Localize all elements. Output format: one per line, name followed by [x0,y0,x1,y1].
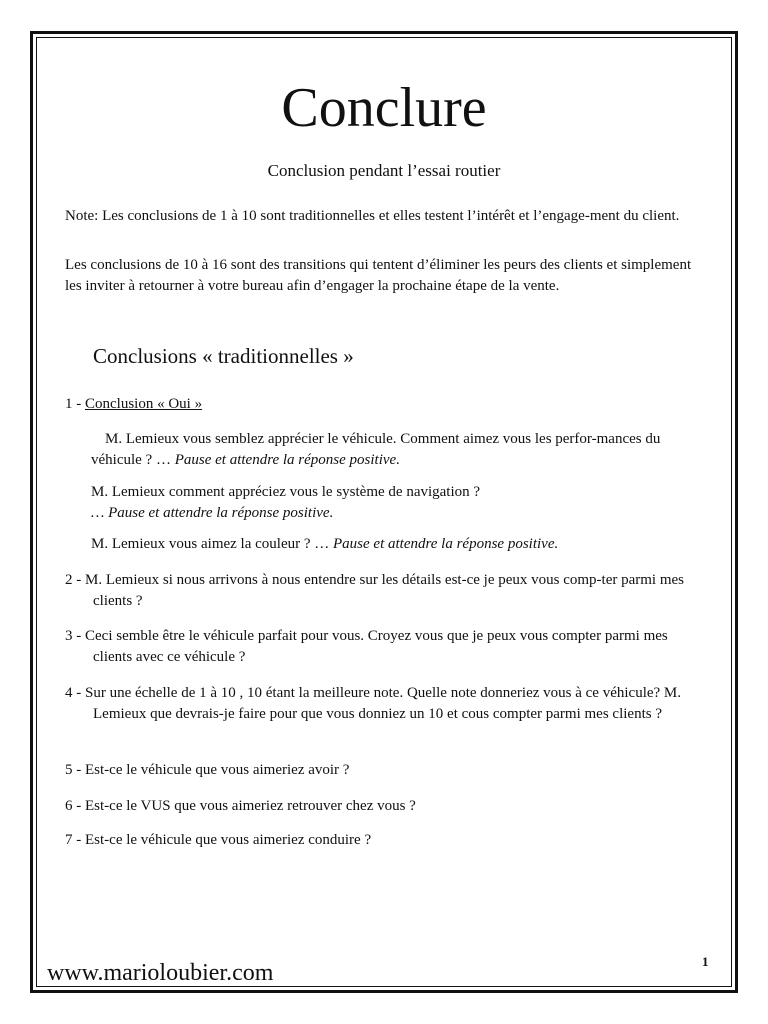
example-text: M. Lemieux vous semblez apprécier le véhicule. Comment aimez vous les perfor-mances du véhicule ? … [91,431,661,468]
footer-url: www.marioloubier.com [47,960,274,986]
list-item-5: 5 - Est-ce le véhicule que vous aimeriez avoir ? [65,762,350,778]
item-1-number: 1 - [65,396,85,412]
example-pause-instruction: Pause et attendre la réponse positive. [333,536,559,552]
section-heading: Conclusions « traditionnelles » [93,344,354,368]
example-paragraph [91,429,701,471]
page-number: 1 [702,954,709,969]
example-paragraph [91,482,701,524]
list-item-6: 6 - Est-ce le VUS que vous aimeriez retrouver chez vous ? [65,798,416,814]
example-pause-instruction: Pause et attendre la réponse positive. [174,452,400,468]
intro-paragraph: Les conclusions de 10 à 16 sont des transitions qui tentent d’éliminer les peurs des clients et simplement les inviter à retourner à votre bureau afin d’engager la prochaine étape de la vente. [65,257,692,294]
page-subtitle: Conclusion pendant l’essai routier [267,161,501,180]
list-item-2: 2 - M. Lemieux si nous arrivons à nous entendre sur les détails est-ce je peux vous comp-ter parmi mes clients ? [65,572,685,609]
item-1-title: Conclusion « Oui » [85,396,203,412]
list-item-3: 3 - Ceci semble être le véhicule parfait pour vous. Croyez vous que je peux vous compter parmi mes clients avec ce véhicule ? [65,628,668,665]
example-text: M. Lemieux comment appréciez vous le système de navigation ? [91,484,481,500]
page-title: Conclure [281,77,487,139]
list-item-7: 7 - Est-ce le véhicule que vous aimeriez conduire ? [65,832,372,848]
example-text: M. Lemieux vous aimez la couleur ? … [91,536,334,552]
note-paragraph: Note: Les conclusions de 1 à 10 sont traditionnelles et elles testent l’intérêt et l’engage-ment du client. [65,208,680,224]
list-item-4: 4 - Sur une échelle de 1 à 10 , 10 étant la meilleure note. Quelle note donneriez vous à ce véhicule? M. Lemieux que devrais-je faire pour que vous donniez un 10 et cous compter parmi mes clients ? [65,685,682,722]
list-item-1 [65,394,705,415]
example-pause-instruction: … Pause et attendre la réponse positive. [91,505,334,521]
example-paragraph [91,534,701,555]
